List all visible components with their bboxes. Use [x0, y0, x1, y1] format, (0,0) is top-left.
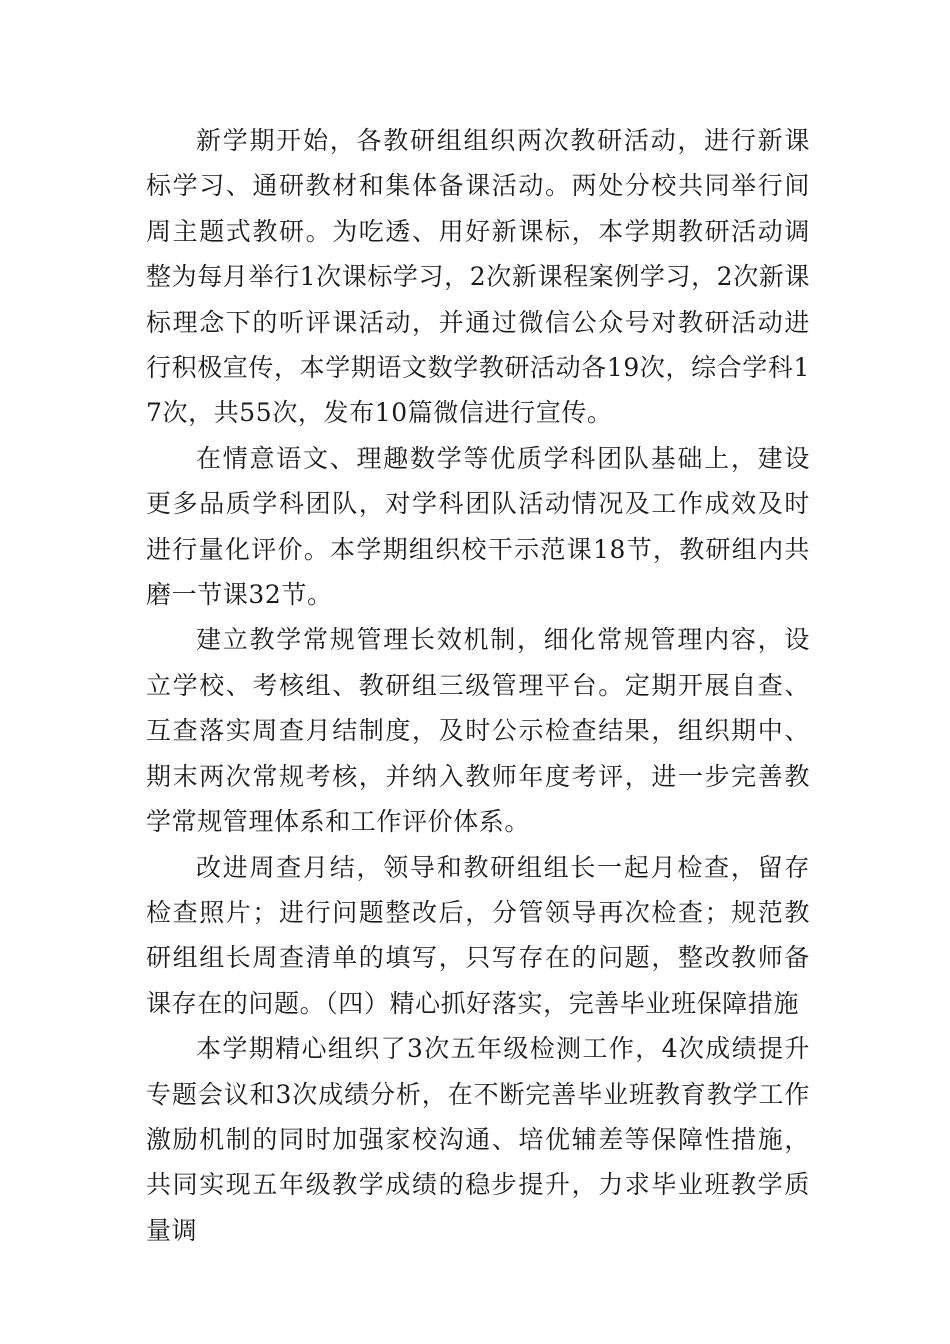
- paragraph-teaching-research: 新学期开始，各教研组组织两次教研活动，进行新课标学习、通研教材和集体备课活动。两处分校共同举行间周主题式教研。为吃透、用好新课标，本学期教研活动调整为每月举行1次课标学习，2次新课程案例学习，2次新课标理念下的听评课活动，并通过微信公众号对教研活动进行积极宣传，本学期语文数学教研活动各19次，综合学科17次，共55次，发布10篇微信进行宣传。: [146, 126, 810, 428]
- paragraph-routine-management: 建立教学常规管理长效机制，细化常规管理内容，设立学校、考核组、教研组三级管理平台。定期开展自查、互查落实周查月结制度，及时公示检查结果，组织期中、期末两次常规考核，并纳入教师年度考评，进一步完善教学常规管理体系和工作评价体系。: [146, 625, 810, 837]
- paragraph-subject-teams: 在情意语文、理趣数学等优质学科团队基础上，建设更多品质学科团队，对学科团队活动情况及工作成效及时进行量化评价。本学期组织校干示范课18节，教研组内共磨一节课32节。: [146, 443, 810, 610]
- document-body: [146, 118, 810, 1253]
- paragraph-graduating-class: 本学期精心组织了3次五年级检测工作，4次成绩提升专题会议和3次成绩分析，在不断完善毕业班教育教学工作激励机制的同时加强家校沟通、培优辅差等保障性措施，共同实现五年级教学成绩的稳步提升，力求毕业班教学质量调: [146, 1034, 810, 1245]
- paragraph-weekly-inspection: 改进周查月结，领导和教研组组长一起月检查，留存检查照片；进行问题整改后，分管领导再次检查；规范教研组组长周查清单的填写，只写存在的问题，整改教师备课存在的问题。（四）精心抓好落实，完善毕业班保障措施: [146, 852, 810, 1018]
